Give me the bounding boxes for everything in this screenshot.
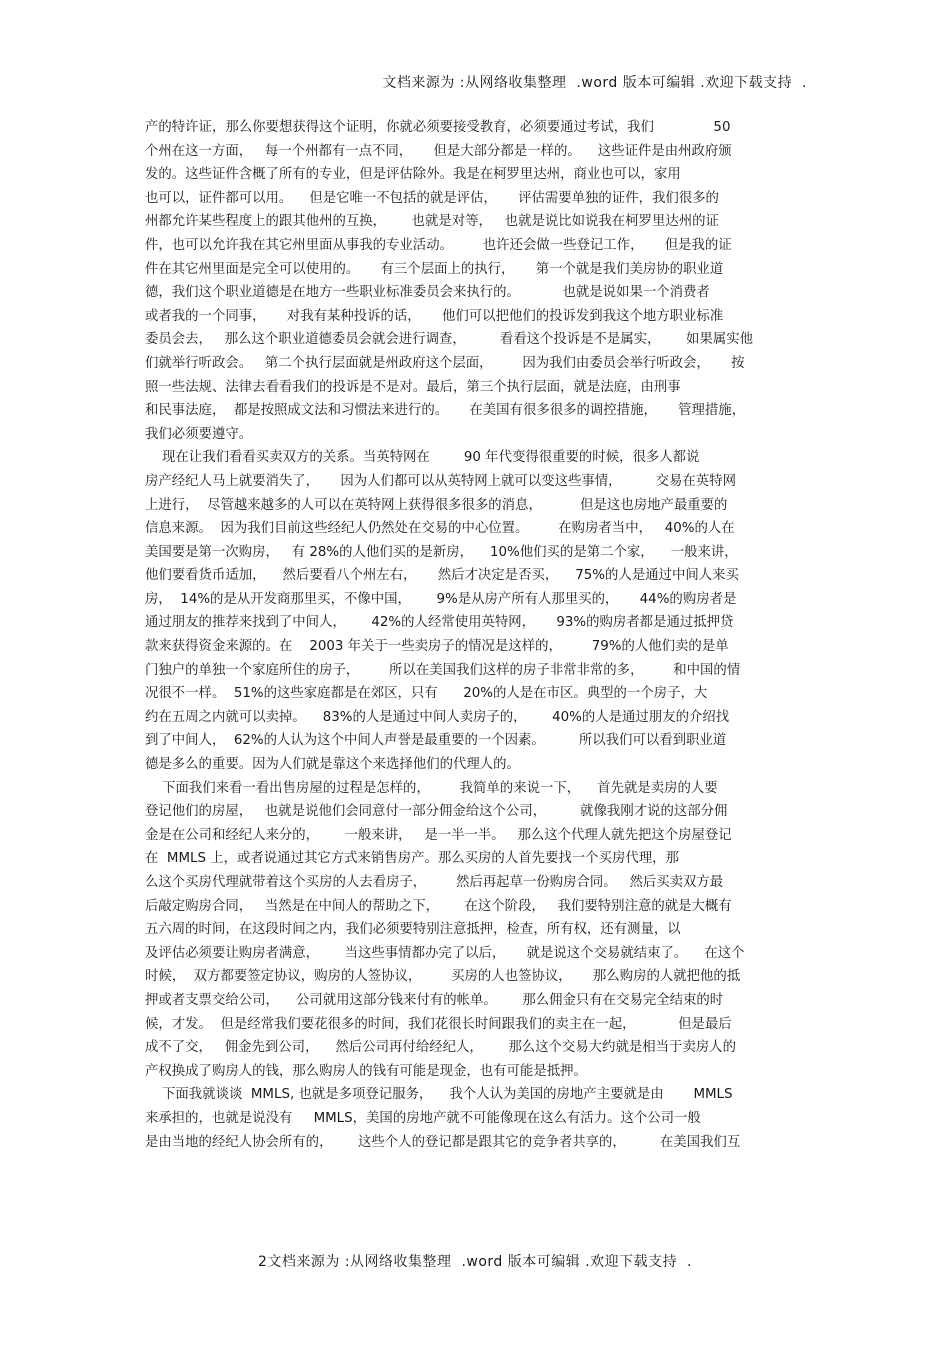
text-line: 房， 14%的是从开发商那里买，不像中国， 9%是从房产所有人那里买的， 44%的购房者是 — [145, 591, 737, 607]
text-line: 个州在这一方面， 每一个州都有一点不同， 但是大部分都是一样的。 这些证件是由州政府颁 — [145, 143, 732, 159]
text-line: 在 MMLS 上，或者说通过其它方式来销售房产。那么买房的人首先要找一个买房代理，那 — [145, 851, 679, 867]
text-line: 到了中间人， 62%的人认为这个中间人声誉是最重要的一个因素。 所以我们可以看到职业道 — [145, 733, 727, 749]
body-text — [145, 116, 807, 1154]
text-line: 件在其它州里面是完全可以使用的。 有三个层面上的执行， 第一个就是我们美房协的职业道 — [145, 261, 724, 277]
text-line: 美国要是第一次购房， 有 28%的人他们买的是新房， 10%他们买的是第二个家， 一般来讲， — [145, 544, 738, 560]
text-line: 五六周的时间，在这段时间之内，我们必须要特别注意抵押，检查，所有权，还有测量，以 — [145, 922, 681, 938]
text-line: 约在五周之内就可以卖掉。 83%的人是通过中间人卖房子的， 40%的人是通过朋友的介绍找 — [145, 709, 730, 725]
text-line: 押或者支票交给公司， 公司就用这部分钱来付有的帐单。 那么佣金只有在交易完全结束的时 — [145, 992, 724, 1008]
text-line: 州都允许某些程度上的跟其他州的互换， 也就是对等， 也就是说比如说我在柯罗里达州的证 — [145, 214, 719, 230]
text-line: 来承担的，也就是说没有 MMLS，美国的房地产就不可能像现在这么有活力。这个公司一般 — [145, 1110, 701, 1126]
text-line: 下面我就谈谈 MMLS, 也就是多项登记服务， 我个人认为美国的房地产主要就是由 MMLS — [145, 1087, 733, 1103]
text-line: 产权换成了购房人的钱，那么购房人的钱有可能是现金，也有可能是抵押。 — [145, 1063, 587, 1079]
text-line: 是由当地的经纪人协会所有的， 这些个人的登记都是跟其它的竞争者共享的， 在美国我们互 — [145, 1134, 741, 1150]
text-line: 房产经纪人马上就要消失了， 因为人们都可以从英特网上就可以变这些事情， 交易在英特网 — [145, 473, 736, 489]
text-line: 候，才发。 但是经常我们要花很多的时间，我们花很长时间跟我们的卖主在一起， 但是最后 — [145, 1016, 732, 1032]
text-line: 件，也可以允许我在其它州里面从事我的专业活动。 也许还会做一些登记工作， 但是我的证 — [145, 237, 732, 253]
page-header: 文档来源为 :从网络收集整理 .word 版本可编辑 .欢迎下载支持 . — [382, 75, 807, 91]
text-line: 成不了交， 佣金先到公司， 然后公司再付给经纪人， 那么这个交易大约就是相当于卖房人的 — [145, 1040, 736, 1056]
text-line: 或者我的一个同事， 对我有某种投诉的话， 他们可以把他们的投诉发到我这个地方职业标准 — [145, 308, 724, 324]
text-line: 门独户的单独一个家庭所住的房子， 所以在美国我们这样的房子非常非常的多， 和中国的情 — [145, 662, 741, 678]
text-line: 现在让我们看看买卖双方的关系。当英特网在 90 年代变得很重要的时候，很多人都说 — [145, 450, 700, 466]
text-line: 产的特许证，那么你要想获得这个证明，你就必须要接受教育，必须要通过考试，我们 50 — [145, 120, 731, 135]
text-line: 下面我们来看一看出售房屋的过程是怎样的， 我简单的来说一下， 首先就是卖房的人要 — [145, 780, 718, 796]
text-line: 时候， 双方都要签定协议，购房的人签协议， 买房的人也签协议， 那么购房的人就把他的抵 — [145, 969, 741, 985]
text-line: 及评估必须要让购房者满意， 当这些事情都办完了以后， 就是说这个交易就结束了。 在这个 — [145, 945, 745, 961]
text-line: 们就举行听政会。 第二个执行层面就是州政府这个层面， 因为我们由委员会举行听政会， 按 — [145, 355, 745, 371]
text-line: 我们必须要遵守。 — [145, 426, 253, 442]
text-line: 登记他们的房屋， 也就是说他们会同意付一部分佣金给这个公司， 就像我刚才说的这部分佣 — [145, 804, 728, 820]
text-line: 他们要看货币适加， 然后要看八个州左右， 然后才决定是否买， 75%的人是通过中间人来买 — [145, 568, 739, 584]
text-line: 上进行， 尽管越来越多的人可以在英特网上获得很多很多的消息， 但是这也房地产最重要的 — [145, 497, 728, 513]
text-line: 信息来源。 因为我们目前这些经纪人仍然处在交易的中心位置。 在购房者当中， 40%的人在 — [145, 521, 735, 537]
page-footer: 2文档来源为 :从网络收集整理 .word 版本可编辑 .欢迎下载支持 . — [257, 1254, 693, 1270]
text-line: 款来获得资金来源的。在 2003 年关于一些卖房子的情况是这样的， 79%的人他们卖的是单 — [145, 639, 729, 655]
text-line: 么这个买房代理就带着这个买房的人去看房子， 然后再起草一份购房合同。 然后买卖双方最 — [145, 875, 724, 890]
text-line: 发的。这些证件含概了所有的专业，但是评估除外。我是在柯罗里达州，商业也可以，家用 — [145, 167, 681, 183]
text-line: 德，我们这个职业道德是在地方一些职业标准委员会来执行的。 也就是说如果一个消费者 — [145, 285, 710, 301]
text-line: 委员会去， 那么这个职业道德委员会就会进行调查， 看看这个投诉是不是属实， 如果属实他 — [145, 332, 753, 348]
text-line: 后敲定购房合同， 当然是在中间人的帮助之下， 在这个阶段， 我们要特别注意的就是大概有 — [145, 898, 732, 914]
text-line: 金是在公司和经纪人来分的， 一般来讲， 是一半一半。 那么这个代理人就先把这个房屋登记 — [145, 827, 732, 843]
text-line: 德是多么的重要。因为人们就是靠这个来选择他们的代理人的。 — [145, 757, 520, 773]
text-line: 也可以，证件都可以用。 但是它唯一不包括的就是评估， 评估需要单独的证件，我们很多的 — [145, 190, 719, 206]
text-line: 通过朋友的推荐来找到了中间人， 42%的人经常使用英特网， 93%的购房者都是通过抵押贷 — [145, 615, 734, 631]
text-line: 和民事法庭， 都是按照成文法和习惯法来进行的。 在美国有很多很多的调控措施， 管理措施， — [145, 403, 746, 419]
text-line: 况很不一样。 51%的这些家庭都是在郊区，只有 20%的人是在市区。典型的一个房子，大 — [145, 686, 708, 702]
text-line: 照一些法规、法律去看看我们的投诉是不是对。最后，第三个执行层面，就是法庭，由刑事 — [145, 379, 681, 395]
